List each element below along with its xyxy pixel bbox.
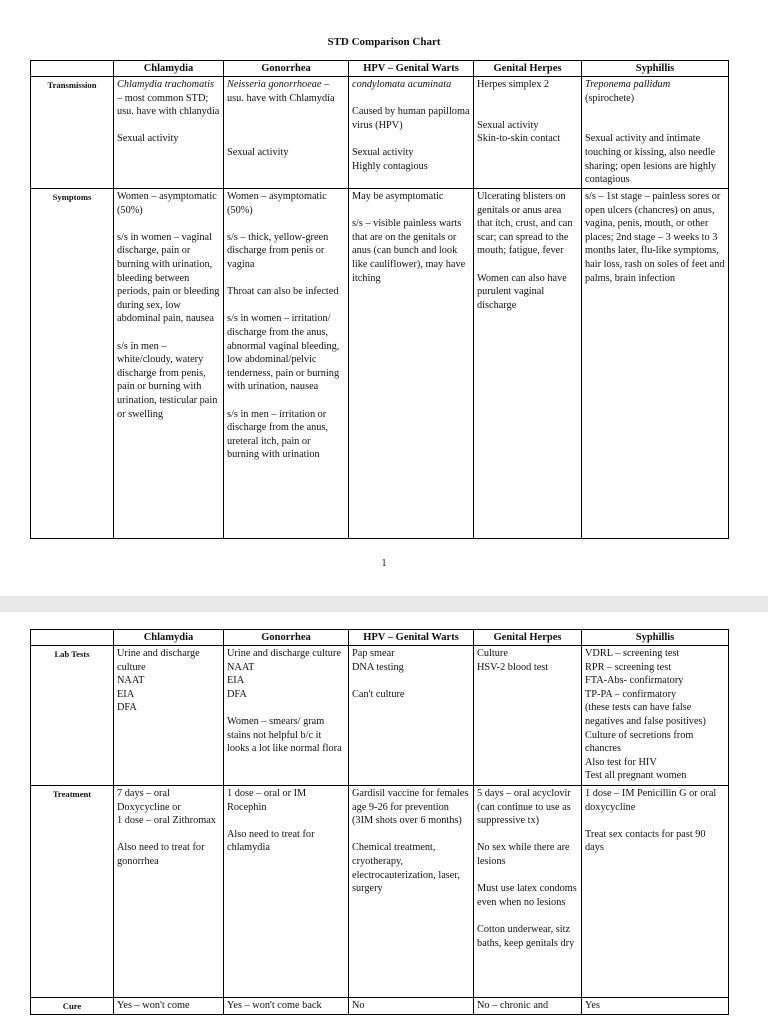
header-row: [31, 630, 729, 646]
cell-text: Urine and discharge culture NAAT EIA DFA: [117, 648, 200, 714]
row-transmission: [31, 77, 729, 189]
std-comparison-table-part-1: [30, 60, 729, 539]
header-gonorrhea: Gonorrhea: [224, 61, 349, 77]
page-number: 1: [381, 558, 387, 569]
cell-text: Women – asymptomatic (50%) s/s in women – vaginal discharge, pain or burning with urination, bleeding between periods, pain or bleeding during sex, low abdominal pain, nausea s/s in men – white/cloudy, watery discharge from penis, pain or burning with urination, testicular pain or swelling: [117, 191, 220, 420]
cell-transmission-syphilis: [582, 77, 729, 189]
std-comparison-table-part-2: [30, 629, 729, 1015]
cell-symptoms-hpv: [349, 189, 474, 539]
header-corner: [31, 61, 114, 77]
header-hpv: HPV – Genital Warts: [349, 61, 474, 77]
cell-transmission-gonorrhea: [224, 77, 349, 189]
header-gonorrhea: Gonorrhea: [224, 630, 349, 646]
cell-treatment-chlamydia: [114, 786, 224, 998]
cell-text: Women – asymptomatic (50%) s/s – thick, yellow-green discharge from penis or vagina Throat can also be infected s/s in women – irritation/ discharge from the anus, abnormal vaginal bleeding, low abdominal/pelvic tenderness, pain or burning with urination, nausea s/s in men – irritation or discharge from the anus, ureteral itch, pain or burning with urination: [227, 191, 340, 461]
cell-text: Culture HSV-2 blood test: [477, 648, 549, 673]
cell-treatment-hpv: [349, 786, 474, 998]
cell-text: Gardisil vaccine for females age 9-26 for prevention (3IM shots over 6 months) Chemical treatment, cryotherapy, electrocauterization, laser, surgery: [352, 788, 469, 895]
header-row: [31, 61, 729, 77]
cell-lab-herpes: [474, 646, 582, 786]
cell-transmission-chlamydia: [114, 77, 224, 189]
row-lab-tests: [31, 646, 729, 786]
cell-text: – usu. have with Chlamydia Sexual activity: [227, 79, 335, 158]
cell-text: Urine and discharge culture NAAT EIA DFA Women – smears/ gram stains not helpful b/c it looks a lot like normal flora: [227, 648, 342, 755]
cell-symptoms-gonorrhea: [224, 189, 349, 539]
cell-text: Herpes simplex 2 Sexual activity Skin-to-skin contact: [477, 79, 561, 145]
cell-text: s/s – 1st stage – painless sores or open ulcers (chancres) on anus, vagina, penis, mouth, or other places; 2nd stage – 3 weeks to 3 months later, flu-like symptoms, hair loss, rash on soles of feet and palms, brain infection: [585, 191, 725, 284]
row-treatment: [31, 786, 729, 998]
cell-treatment-syphilis: [582, 786, 729, 998]
pathogen-name: condylomata acuminata: [352, 79, 452, 90]
row-symptoms: [31, 189, 729, 539]
cell-text: 1 dose – IM Penicillin G or oral doxycycline Treat sex contacts for past 90 days: [585, 788, 717, 854]
row-label-lab-tests: Lab Tests: [31, 646, 114, 786]
header-corner: [31, 630, 114, 646]
cell-treatment-herpes: [474, 786, 582, 998]
cell-lab-syphilis: [582, 646, 729, 786]
cell-lab-hpv: [349, 646, 474, 786]
cell-text: Yes – won't come back: [227, 1000, 322, 1011]
header-herpes: Genital Herpes: [474, 61, 582, 77]
cell-text: (spirochete) Sexual activity and intimate touching or kissing, also needle sharing; open lesions are highly contagious: [585, 92, 716, 186]
pathogen-name: Chlamydia trachomatis: [117, 79, 214, 90]
header-chlamydia: Chlamydia: [114, 61, 224, 77]
cell-text: Caused by human papilloma virus (HPV) Sexual activity Highly contagious: [352, 106, 470, 172]
document-page-2: [0, 612, 768, 1024]
cell-cure-gonorrhea: [224, 998, 349, 1015]
pathogen-name: Treponema pallidum: [585, 79, 671, 90]
cell-symptoms-chlamydia: [114, 189, 224, 539]
cell-text: No: [352, 1000, 365, 1011]
cell-text: – most common STD; usu. have with chlanydia Sexual activity: [117, 92, 220, 145]
cell-text: 1 dose – oral or IM Rocephin Also need to treat for chlamydia: [227, 788, 315, 854]
cell-cure-chlamydia: [114, 998, 224, 1015]
cell-text: No – chronic and: [477, 1000, 549, 1011]
cell-text: VDRL – screening test RPR – screening test FTA-Abs- confirmatory TP-PA – confirmatory (these tests can have false negatives and false positives) Culture of secretions from chancres Also test for HIV Test all pregnant women: [585, 648, 706, 782]
row-cure: [31, 998, 729, 1015]
header-herpes: Genital Herpes: [474, 630, 582, 646]
header-syphilis: Syphillis: [582, 61, 729, 77]
header-syphilis: Syphillis: [582, 630, 729, 646]
row-label-symptoms: Symptoms: [31, 189, 114, 539]
row-label-treatment: Treatment: [31, 786, 114, 998]
cell-text: Ulcerating blisters on genitals or anus area that itch, crust, and can scar; can spread to the mouth; fatigue, fever Women can also have purulent vaginal discharge: [477, 191, 573, 311]
cell-text: Yes: [585, 1000, 600, 1011]
cell-text: 5 days – oral acyclovir (can continue to use as suppressive tx) No sex while there are lesions Must use latex condoms even when no lesions Cotton underwear, sitz baths, keep genitals dry: [477, 788, 577, 949]
cell-text: Pap smear DNA testing Can't culture: [352, 648, 405, 700]
cell-symptoms-herpes: [474, 189, 582, 539]
header-hpv: HPV – Genital Warts: [349, 630, 474, 646]
cell-text: May be asymptomatic s/s – visible painless warts that are on the genitals or anus (can bunch and look like cauliflower), may have itching: [352, 191, 466, 284]
cell-symptoms-syphilis: [582, 189, 729, 539]
cell-treatment-gonorrhea: [224, 786, 349, 998]
row-label-transmission: Transmission: [31, 77, 114, 189]
cell-cure-syphilis: [582, 998, 729, 1015]
cell-lab-gonorrhea: [224, 646, 349, 786]
cell-transmission-herpes: [474, 77, 582, 189]
page-title: STD Comparison Chart: [327, 36, 441, 48]
header-chlamydia: Chlamydia: [114, 630, 224, 646]
pathogen-name: Neisseria gonorrhoeae: [227, 79, 322, 90]
cell-text: Yes – won't come: [117, 1000, 190, 1011]
cell-cure-hpv: [349, 998, 474, 1015]
row-label-cure: Cure: [31, 998, 114, 1015]
cell-transmission-hpv: [349, 77, 474, 189]
cell-cure-herpes: [474, 998, 582, 1015]
cell-lab-chlamydia: [114, 646, 224, 786]
cell-text: 7 days – oral Doxycycline or 1 dose – oral Zithromax Also need to treat for gonorrhea: [117, 788, 216, 867]
